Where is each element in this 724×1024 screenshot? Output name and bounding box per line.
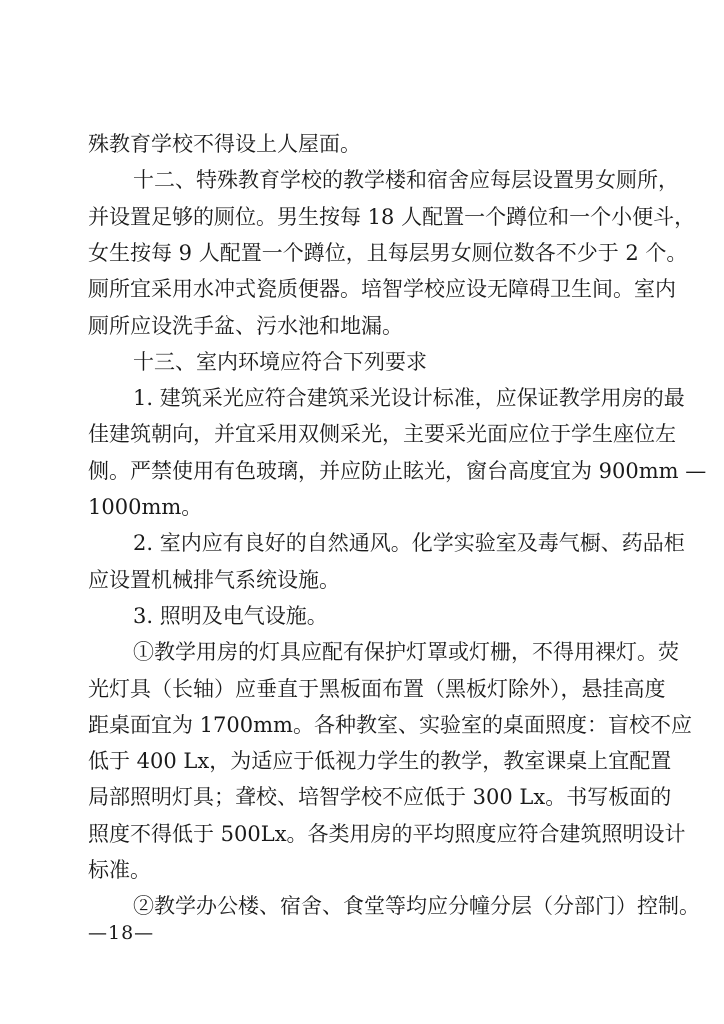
text-line: 侧。严禁使用有色玻璃，并应防止眩光，窗台高度宜为 900mm — — [88, 459, 707, 483]
page-number: —18— — [88, 922, 155, 944]
text-line: 并设置足够的厕位。男生按每 18 人配置一个蹲位和一个小便斗， — [88, 205, 696, 229]
text-line: 十二、特殊教育学校的教学楼和宿舍应每层设置男女厕所， — [133, 168, 679, 192]
text-line: 女生按每 9 人配置一个蹲位，且每层男女厕位数各不少于 2 个。 — [88, 241, 688, 265]
text-line: ②教学办公楼、宿舍、食堂等均应分幢分层（分部门）控制。 — [133, 894, 700, 918]
text-line: 应设置机械排气系统设施。 — [88, 568, 340, 592]
text-line: 厕所应设洗手盆、污水池和地漏。 — [88, 314, 403, 338]
text-line: 2. 室内应有良好的自然通风。化学实验室及毒气橱、药品柜 — [133, 531, 685, 555]
text-line: ①教学用房的灯具应配有保护灯罩或灯栅，不得用裸灯。荧 — [133, 640, 679, 664]
text-line: 光灯具（长轴）应垂直于黑板面布置（黑板灯除外），悬挂高度 — [88, 677, 666, 701]
text-line: 照度不得低于 500Lx。各类用房的平均照度应符合建筑照明设计 — [88, 822, 686, 846]
text-line: 厕所宜采用水冲式瓷质便器。培智学校应设无障碍卫生间。室内 — [88, 277, 676, 301]
text-line: 距桌面宜为 1700mm。各种教室、实验室的桌面照度：盲校不应 — [88, 713, 692, 737]
text-line: 1000mm。 — [88, 495, 203, 519]
text-line: 局部照明灯具；聋校、培智学校不应低于 300 Lx。书写板面的 — [88, 785, 672, 809]
text-line: 1. 建筑采光应符合建筑采光设计标准，应保证教学用房的最 — [133, 386, 685, 410]
text-line: 低于 400 Lx，为适应于低视力学生的教学，教室课桌上宜配置 — [88, 749, 672, 773]
text-line: 佳建筑朝向，并宜采用双侧采光，主要采光面应位于学生座位左 — [88, 422, 676, 446]
text-line: 标准。 — [88, 858, 151, 882]
text-line: 3. 照明及电气设施。 — [133, 604, 328, 628]
text-line: 十三、室内环境应符合下列要求 — [133, 350, 427, 374]
text-line: 殊教育学校不得设上人屋面。 — [88, 132, 361, 156]
